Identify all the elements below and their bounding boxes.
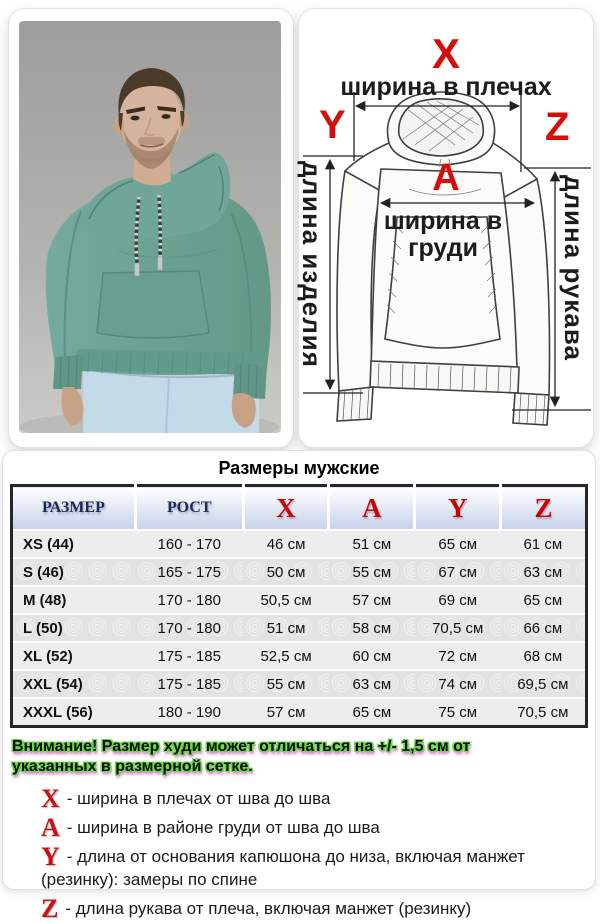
table-row bbox=[12, 614, 587, 642]
x-cell: 55 см bbox=[243, 670, 329, 698]
table-row bbox=[12, 530, 587, 558]
diagram-letter-a: A bbox=[432, 157, 460, 199]
size-table bbox=[10, 484, 588, 728]
legend-item-y bbox=[41, 841, 541, 892]
y-cell: 74 см bbox=[415, 670, 501, 698]
size-warning-text: Внимание! Размер худи может отличаться на +/- 1,5 см от указанных в размерной сетке. bbox=[12, 738, 471, 775]
diagram-label-sleeve-length: длина рукава bbox=[559, 175, 589, 361]
y-cell: 72 см bbox=[415, 642, 501, 670]
legend-text-a: - ширина в районе груди от шва до шва bbox=[66, 817, 380, 837]
x-cell: 52,5 см bbox=[243, 642, 329, 670]
height-cell: 170 - 180 bbox=[135, 586, 243, 614]
measurement-legend bbox=[41, 784, 595, 923]
height-cell: 175 - 185 bbox=[135, 642, 243, 670]
diagram-letter-y: Y bbox=[319, 103, 346, 147]
legend-item-x bbox=[41, 784, 541, 813]
a-cell: 58 см bbox=[329, 614, 415, 642]
size-cell: M (48) bbox=[12, 586, 136, 614]
col-header-y: Y bbox=[415, 486, 501, 531]
height-cell: 160 - 170 bbox=[135, 530, 243, 558]
col-header-height: РОСТ bbox=[135, 486, 243, 531]
height-cell: 175 - 185 bbox=[135, 670, 243, 698]
legend-item-a bbox=[41, 812, 541, 842]
x-cell: 46 см bbox=[243, 530, 329, 558]
x-cell: 57 см bbox=[243, 698, 329, 727]
size-cell: L (50) bbox=[12, 614, 136, 642]
z-cell: 70,5 см bbox=[501, 698, 587, 727]
table-header-row bbox=[12, 486, 587, 531]
legend-text-z: - длина рукава от плеча, включая манжет (резинку) bbox=[65, 898, 472, 918]
diagram-label-shoulder-width: ширина в плечах bbox=[340, 73, 552, 101]
col-header-x: X bbox=[243, 486, 329, 531]
diagram-letter-z: Z bbox=[545, 105, 570, 149]
col-header-a: A bbox=[329, 486, 415, 531]
diagram-label-garment-length: длина изделия bbox=[297, 161, 327, 368]
a-cell: 57 см bbox=[329, 586, 415, 614]
x-cell: 50 см bbox=[243, 558, 329, 586]
x-cell: 51 см bbox=[243, 614, 329, 642]
legend-text-y: - длина от основания капюшона до низа, включая манжет (резинку): замеры по спине bbox=[41, 846, 525, 889]
table-row bbox=[12, 558, 587, 586]
legend-letter-y: Y bbox=[41, 841, 60, 871]
y-cell: 70,5 см bbox=[415, 614, 501, 642]
a-cell: 65 см bbox=[329, 698, 415, 727]
table-row bbox=[12, 642, 587, 670]
z-cell: 65 см bbox=[501, 586, 587, 614]
z-cell: 61 см bbox=[501, 530, 587, 558]
section-title: Размеры мужские bbox=[218, 458, 380, 478]
size-cell: XL (52) bbox=[12, 642, 136, 670]
legend-text-x: - ширина в плечах от шва до шва bbox=[66, 789, 331, 808]
legend-letter-z: Z bbox=[41, 893, 59, 923]
table-row bbox=[12, 586, 587, 614]
size-cell: XXXL (56) bbox=[12, 698, 136, 727]
table-row bbox=[12, 698, 587, 727]
measurement-diagram-card bbox=[298, 8, 594, 448]
size-section-card bbox=[2, 450, 596, 923]
z-cell: 63 см bbox=[501, 558, 587, 586]
a-cell: 60 см bbox=[329, 642, 415, 670]
y-cell: 75 см bbox=[415, 698, 501, 727]
table-row bbox=[12, 670, 587, 698]
z-cell: 69,5 см bbox=[501, 670, 587, 698]
size-cell: XXL (54) bbox=[12, 670, 136, 698]
diagram-letter-x: X bbox=[431, 30, 460, 77]
legend-letter-a: A bbox=[41, 812, 60, 842]
model-photo bbox=[19, 21, 281, 433]
photo-card bbox=[8, 8, 294, 448]
x-cell: 50,5 см bbox=[243, 586, 329, 614]
legend-letter-x: X bbox=[41, 784, 60, 813]
z-cell: 66 см bbox=[501, 614, 587, 642]
y-cell: 67 см bbox=[415, 558, 501, 586]
size-cell: S (46) bbox=[12, 558, 136, 586]
col-header-z: Z bbox=[501, 486, 587, 531]
size-cell: XS (44) bbox=[12, 530, 136, 558]
y-cell: 69 см bbox=[415, 586, 501, 614]
y-cell: 65 см bbox=[415, 530, 501, 558]
height-cell: 170 - 180 bbox=[135, 614, 243, 642]
a-cell: 55 см bbox=[329, 558, 415, 586]
a-cell: 63 см bbox=[329, 670, 415, 698]
legend-item-z bbox=[41, 893, 541, 923]
diagram-label-chest-width: ширина в груди bbox=[383, 207, 503, 262]
z-cell: 68 см bbox=[501, 642, 587, 670]
height-cell: 180 - 190 bbox=[135, 698, 243, 727]
col-header-size: РАЗМЕР bbox=[12, 486, 136, 531]
a-cell: 51 см bbox=[329, 530, 415, 558]
height-cell: 165 - 175 bbox=[135, 558, 243, 586]
model-photo-illustration bbox=[19, 21, 281, 433]
